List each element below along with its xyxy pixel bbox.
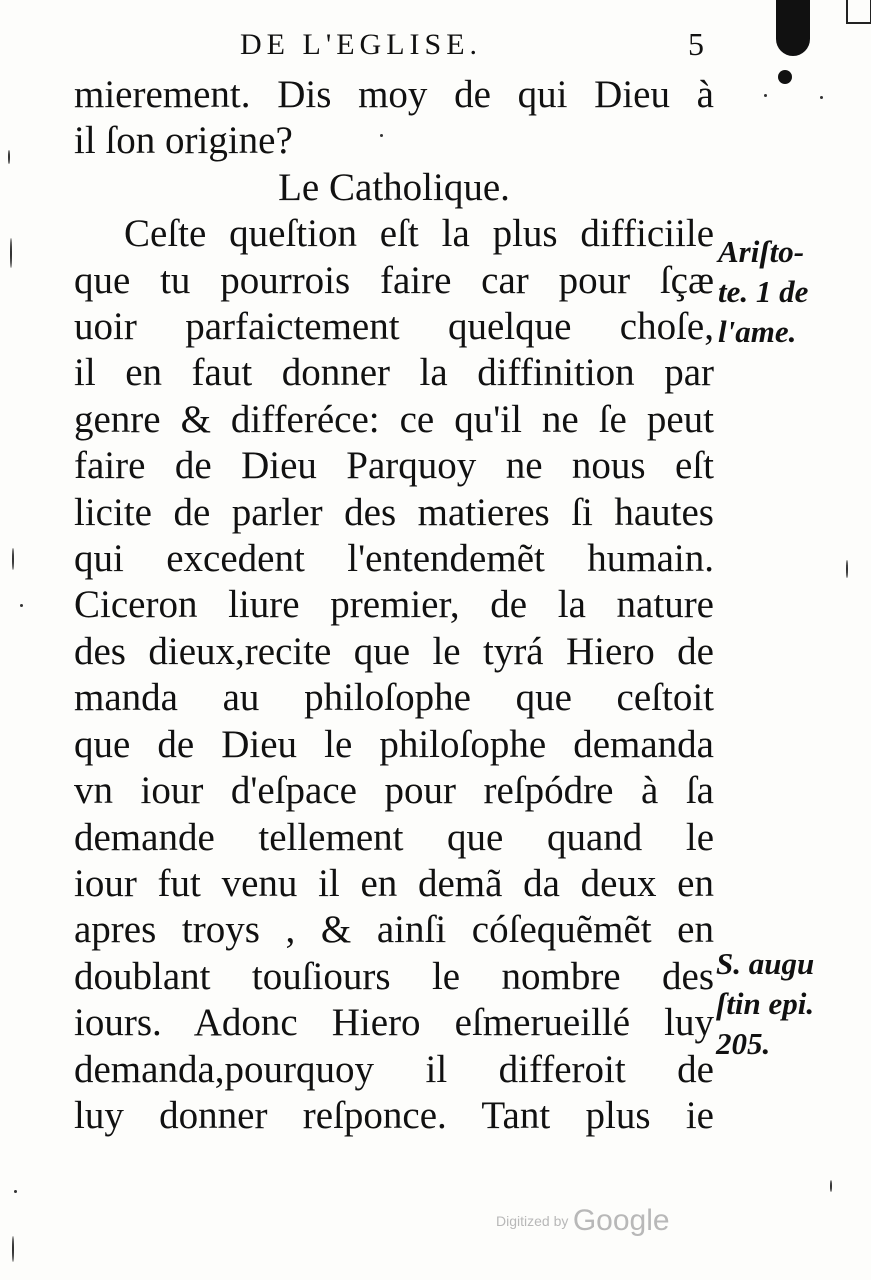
text-line: demanda,pourquoy il differoit de — [74, 1047, 714, 1091]
body-text — [74, 72, 714, 1139]
digitized-watermark — [496, 1204, 670, 1238]
text-line: faire de Dieu Parquoy ne nous eſt — [74, 444, 714, 488]
section-heading: Le Catholique. — [278, 165, 510, 209]
watermark-prefix: Digitized by — [496, 1213, 569, 1229]
text-line: demande tellement que quand le — [74, 815, 714, 859]
ink-blot — [776, 0, 810, 56]
watermark-brand: Google — [572, 1204, 670, 1237]
text-line: manda au philoſophe que ceſtoit — [74, 676, 714, 720]
text-line: il en faut donner la diffinition par — [74, 351, 714, 395]
text-line: licite de parler des matieres ſi hautes — [74, 490, 714, 534]
ink-dot — [778, 70, 792, 84]
text-line: apres troys , & ainſi cóſequẽmẽt en — [74, 908, 714, 952]
text-line: genre & differéce: ce qu'il ne ſe peut — [74, 397, 714, 441]
text-line: Ciceron liure premier, de la nature — [74, 583, 714, 627]
text-line: iour fut venu il en demã da deux en — [74, 861, 714, 905]
text-line: uoir parfaictement quelque choſe, — [74, 305, 714, 349]
page-number: 5 — [688, 26, 704, 62]
corner-mark — [846, 0, 871, 24]
margin-note-augustin — [716, 944, 814, 1064]
text-line: mierement. Dis moy de qui Dieu à — [74, 73, 714, 116]
margin-note-aristotle — [718, 232, 808, 352]
margin-note-line: Ariſto- — [718, 234, 805, 269]
text-line: qui excedent l'entendemẽt humain. — [74, 537, 714, 581]
text-line: vn iour d'eſpace pour reſpódre à ſa — [74, 769, 714, 813]
text-line: Ceſte queſtion eſt la plus difficiile — [124, 212, 714, 256]
margin-note-line: 205. — [716, 1026, 771, 1061]
running-title: DE L'EGLISE. — [240, 28, 483, 61]
text-line: que tu pourrois faire car pour ſçæ — [74, 258, 714, 302]
text-line: que de Dieu le philoſophe demanda — [74, 722, 714, 766]
margin-note-line: S. augu — [716, 946, 815, 981]
text-line: luy donner reſponce. Tant plus ie — [74, 1093, 714, 1137]
text-line: il ſon origine? — [74, 119, 293, 163]
margin-note-line: l'ame. — [718, 314, 797, 349]
text-line: doublant touſiours le nombre des — [74, 954, 714, 998]
margin-note-line: te. 1 de — [718, 274, 809, 309]
margin-note-line: ſtin epi. — [716, 986, 815, 1021]
text-line: des dieux,recite que le tyrá Hiero de — [74, 629, 714, 673]
text-line: iours. Adonc Hiero eſmerueillé luy — [74, 1001, 714, 1045]
